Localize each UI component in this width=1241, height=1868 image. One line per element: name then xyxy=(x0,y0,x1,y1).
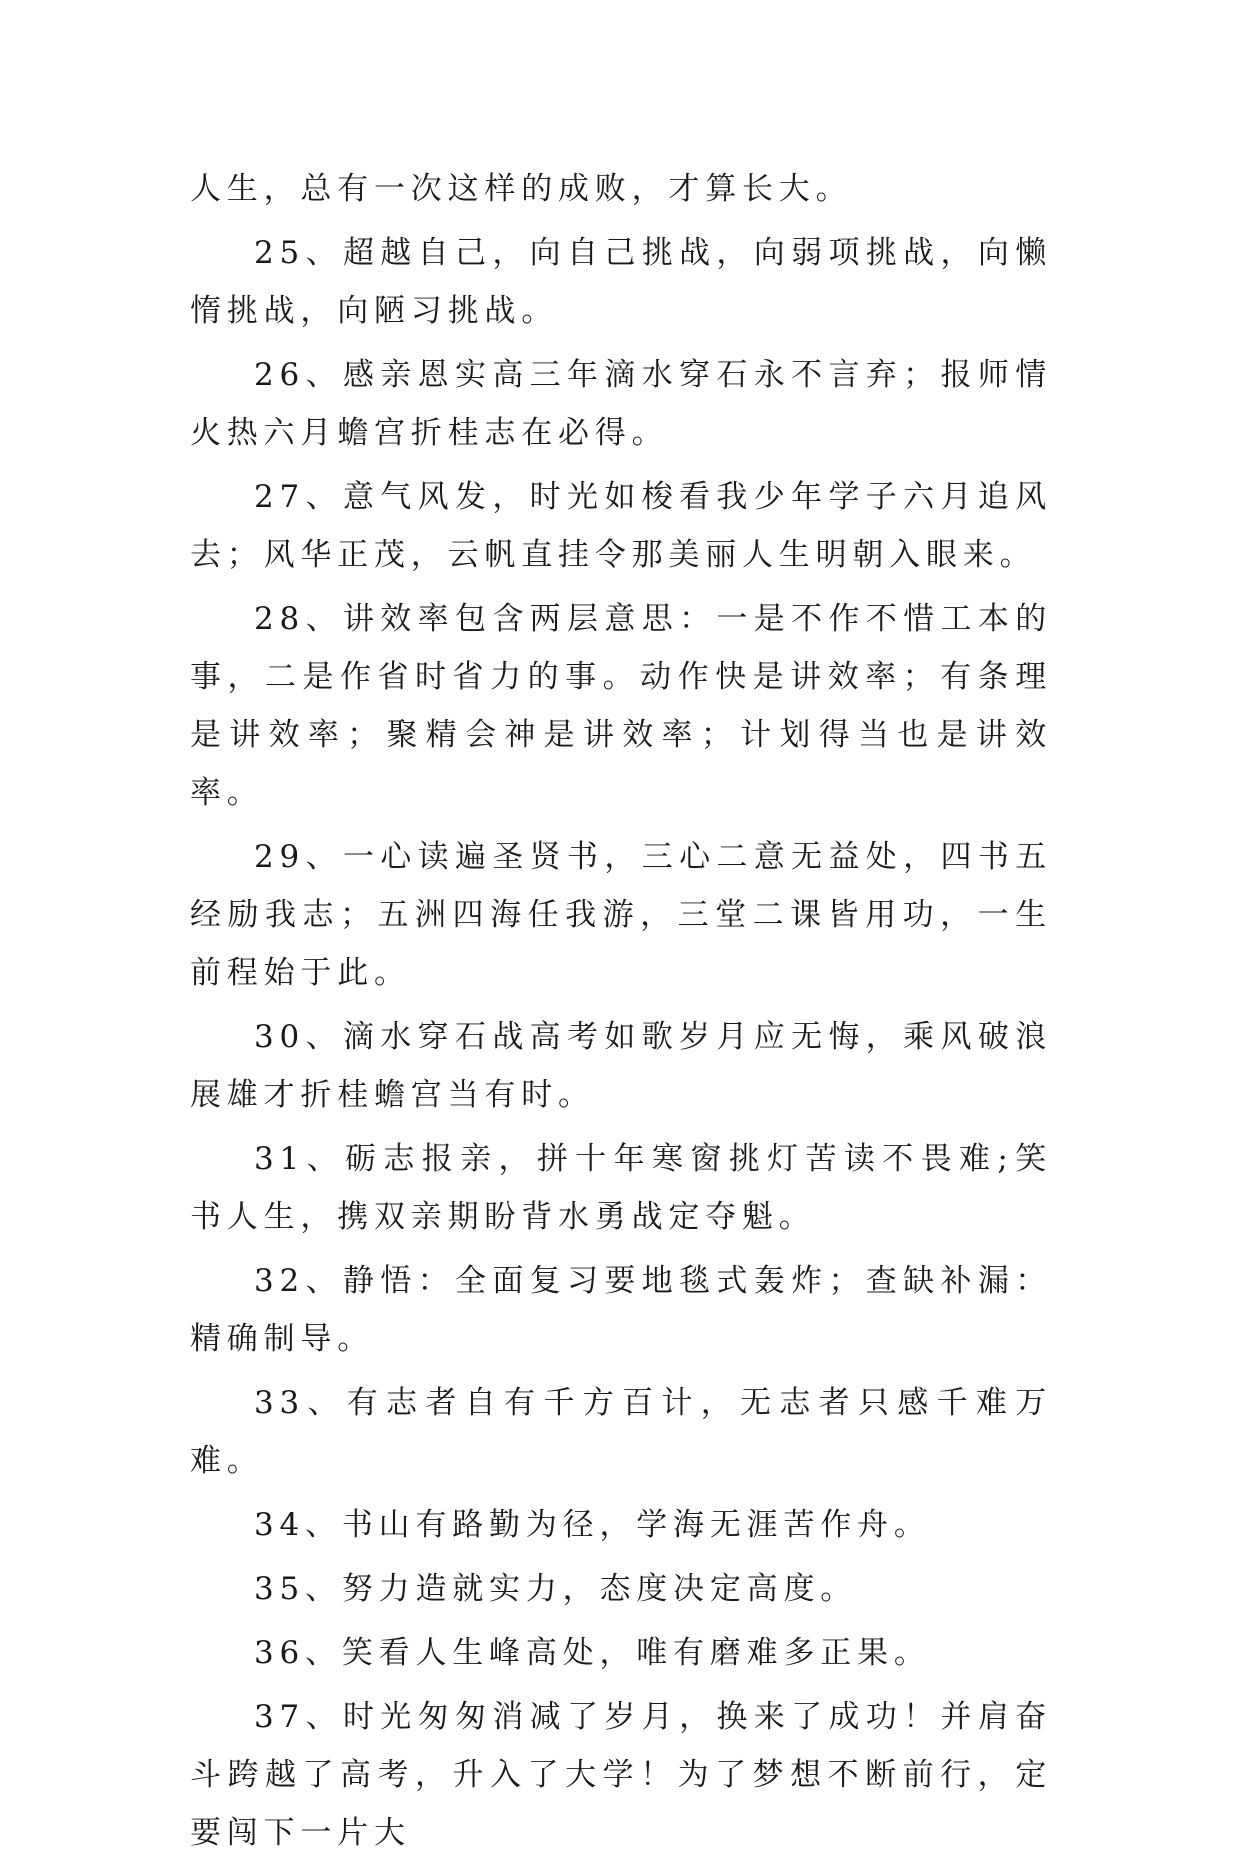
document-body xyxy=(190,160,1052,1868)
paragraph: 25、超越自己，向自己挑战，向弱项挑战，向懒惰挑战，向陋习挑战。 xyxy=(190,235,1052,329)
paragraph: 34、书山有路勤为径，学海无涯苦作舟。 xyxy=(254,1507,931,1543)
paragraph: 35、努力造就实力，态度决定高度。 xyxy=(254,1571,858,1607)
paragraph: 27、意气风发，时光如梭看我少年学子六月追风去；风华正茂，云帆直挂令那美丽人生明朝入眼来。 xyxy=(190,479,1052,573)
paragraph: 29、一心读遍圣贤书，三心二意无益处，四书五经励我志；五洲四海任我游，三堂二课皆用功，一生前程始于此。 xyxy=(190,839,1052,991)
paragraph: 32、静悟：全面复习要地毯式轰炸；查缺补漏：精确制导。 xyxy=(190,1263,1052,1357)
paragraph: 人生，总有一次这样的成败，才算长大。 xyxy=(190,171,853,207)
paragraph: 26、感亲恩实高三年滴水穿石永不言弃；报师情火热六月蟾宫折桂志在必得。 xyxy=(190,357,1052,451)
paragraph: 31、砺志报亲，拼十年寒窗挑灯苦读不畏难;笑书人生，携双亲期盼背水勇战定夺魁。 xyxy=(190,1141,1052,1235)
paragraph: 37、时光匆匆消减了岁月，换来了成功！并肩奋斗跨越了高考，升入了大学！为了梦想不断前行，定要闯下一片大 xyxy=(190,1699,1052,1851)
paragraph: 36、笑看人生峰高处，唯有磨难多正果。 xyxy=(254,1635,931,1671)
paragraph: 30、滴水穿石战高考如歌岁月应无悔，乘风破浪展雄才折桂蟾宫当有时。 xyxy=(190,1019,1052,1113)
paragraph: 28、讲效率包含两层意思：一是不作不惜工本的事，二是作省时省力的事。动作快是讲效率；有条理是讲效率；聚精会神是讲效率；计划得当也是讲效率。 xyxy=(190,601,1052,811)
paragraph: 33、有志者自有千方百计，无志者只感千难万难。 xyxy=(190,1385,1052,1479)
